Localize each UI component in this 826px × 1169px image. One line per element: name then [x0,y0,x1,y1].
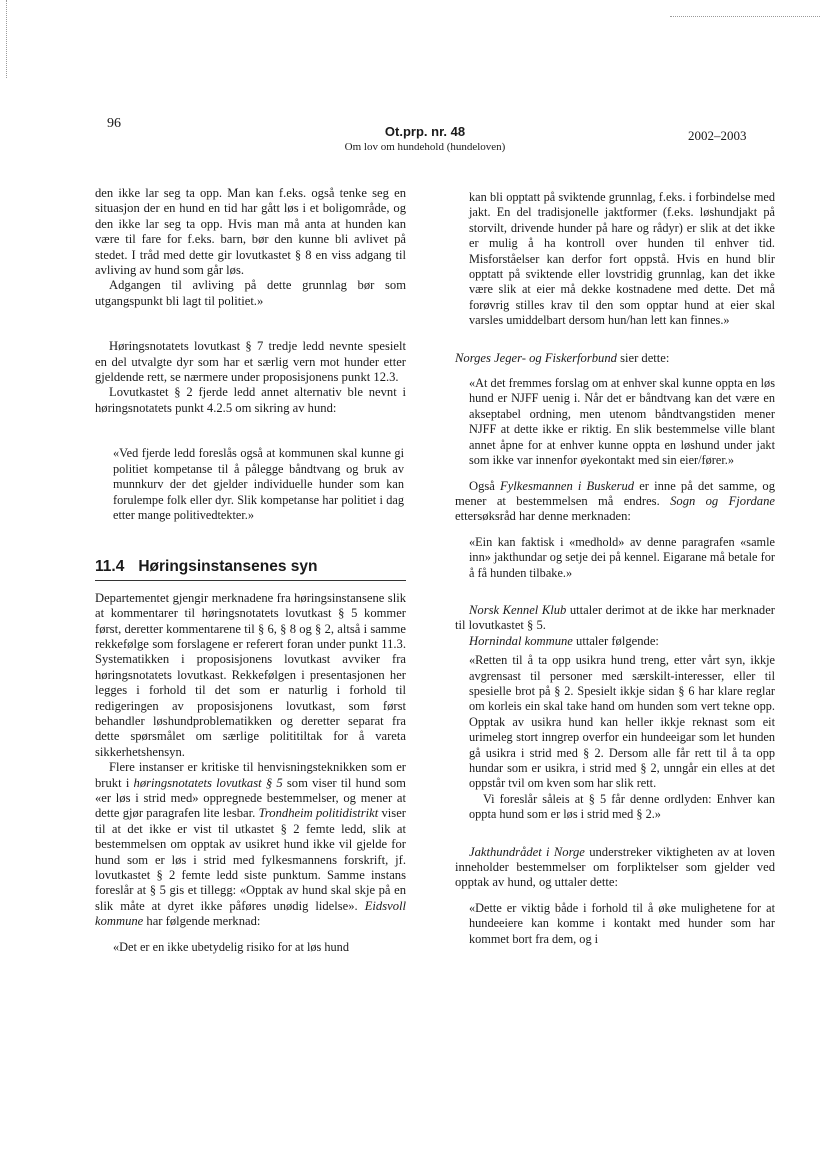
italic-org: Fylkesmannen i Buskerud [500,478,635,493]
section-heading [95,559,406,580]
right-column [455,190,775,947]
italic-org: Eidsvoll kommune [95,898,406,929]
text: viser til at det ikke er vist til utkastet § 2 femte ledd, slik at bestemmelsen om opptak av usikret hund ikke vil gjelde for hund som er løs i strid med fylkesmannens forskrift, jf. lovutkastet § 2 femte ledd siste punktum. Samme instans foreslår at § 5 gis et tillegg: «Opptak av hund skal skje på en slik måte at dyret ikke påføres unødig lidelse». [95,806,406,913]
text: ettersøksråd har denne merknaden: [455,509,631,524]
running-header [300,124,550,153]
block-quote: «Dette er viktig både i forhold til å øke mulighetene for at hundeeiere kan komme i kontakt med hunder som har kommet bort fra dem, og i [469,900,775,946]
doc-subtitle: Om lov om hundehold (hundeloven) [344,141,506,153]
paragraph [95,760,406,929]
text: har følgende merknad: [143,914,261,929]
block-quote: «At det fremmes forslag om at enhver skal kunne oppta en løs hund er NJFF uenig i. Når det er båndtvang kan det være en akseptabel ordning, men utenom båndtvangstiden mener NJFF at dette ikke er riktig. En slik bestemmelse ville blant annet åpne for at enhver kunne oppta en løshund under jakt som ikke var innenfor øyekontakt med sin eier/fører.» [469,376,775,468]
scan-edge-mark [6,0,7,78]
paragraph [455,603,775,634]
text: er inne på det samme, og mener at bestemmelsen må endres. [455,478,775,508]
block-quote: kan bli opptatt på sviktende grunnlag, f.eks. i forbindelse med jakt. En del tradisjonelle jaktformer (f.eks. løshundjakt på storvilt, drivende hunder på hare og rådyr) er slik at det ikke er mulig å ha kontroll over hunden til enhver tid. Misforståelser kan derfor fort oppstå. Hvis en hund blir opptatt på sviktende eller lovstridig grunnlag, kan det ikke være slik at eier må dekke kostnadene med dette. Det må forøvrig stilles krav til den som opptar hund at eier skal varsles umiddelbart dersom hun/han lett kan finnes.» [469,190,775,328]
text: uttaler derimot at de ikke har merknader til lovutkastet § 5. [455,602,775,633]
text: Flere instanser er kritiske til henvisningsteknikken som er brukt i [95,760,406,790]
italic-org: Jakthundrådet i Norge [469,844,585,859]
section-number: 11.4 [95,558,125,576]
italic-org: Norsk Kennel Klub [469,602,567,617]
paragraph [455,845,775,891]
doc-title: Ot.prp. nr. 48 [384,124,466,139]
text: sier dette: [616,350,670,365]
text: Også [469,478,501,493]
block-quote: Vi foreslår såleis at § 5 får denne ordlyden: Enhver kan oppta hund som er løs i strid med § 2.» [469,791,775,822]
italic-org: Trondheim politidistrikt [258,806,379,821]
section-title: Høringsinstansenes syn [138,558,318,576]
italic-org: Hornindal kommune [469,633,573,648]
block-quote: «Retten til å ta opp usikra hund treng, etter vårt syn, ikkje avgrensast til personer med særskilt-interesser, eller til spesielle brot på § 2. Spesielt ikkje sidan § 6 har klare reglar om korleis ein skal take hand om hunden som vert tekne opp. Opptak av usikra hund kan heller ikkje reknast som eit urimeleg stort inngrep overfor ein hundeeigar som let hunden gå usikra i strid med § 2. Dersom alle får rett til å ta opp hundar som er usikra, i strid med § 2, unngår ein elles at det oppstår tvil om kven som har slik rett. [469,653,775,791]
year: 2002–2003 [688,128,747,143]
paragraph: den ikke lar seg ta opp. Man kan f.eks. også tenke seg en situasjon der en hund en tid har gått løs i et boligområde, og den ikke lar seg ta opp. Hvis man må anta at hunden kan være til fare for f.eks. barn, bør den kunne bli avlivet på stedet. I tråd med dette gir lovutkastet § 8 en viss adgang til avliving av hund som går løs. [95,186,406,278]
block-quote: «Ved fjerde ledd foreslås også at kommunen skal kunne gi politiet kompetanse til å pålegge båndtvang og bruk av munnkurv der det gjelder individuelle hunder som kan forulempe folk eller dyr. Slik kompetanse har politiet i dag etter mange politivedtekter.» [113,446,404,522]
paragraph: Lovutkastet § 2 fjerde ledd annet alternativ ble nevnt i høringsnotatets punkt 4.2.5 om sikring av hund: [95,385,406,415]
paragraph [455,634,775,649]
paragraph [455,479,775,525]
italic-org: Norges Jeger- og Fiskerforbund [455,350,617,365]
block-quote: «Ein kan faktisk i «medhold» av denne paragrafen «samle inn» jakthundar og setje dei på kennel. Eigarane må betale for å få hunden tilbake.» [469,534,775,580]
paragraph: Departementet gjengir merknadene fra høringsinstansene slik at kommentarer til høringsnotatets lovutkast § 5 kommer først, deretter kommentarene til § 6, § 8 og § 2, altså i samme rekkefølge som forslagene er referert foran under punkt 11.3. Systematikken i proposisjonens lovutkast avviker fra høringsnotatets lovutkast. Rekkefølgen i presentasjonen her legges i forhold til det som er naturlig i forhold til redigeringen av proposisjonens lovutkast, som først behandler løshundproblematikken og deretter separat fra dette spørsmålet om særlige polititiltak for å vareta sikkerhetshensyn. [95,590,406,759]
left-column [95,186,406,955]
italic-ref: høringsnotatets lovutkast § 5 [133,775,283,790]
text: uttaler følgende: [572,633,659,648]
italic-org: Sogn og Fjordane [670,493,775,508]
paragraph: Adgangen til avliving på dette grunnlag bør som utgangspunkt bli lagt til politiet.» [95,278,406,308]
block-quote: «Det er en ikke ubetydelig risiko for at løs hund [113,939,349,954]
paragraph: Høringsnotatets lovutkast § 7 tredje ledd nevnte spesielt en del utvalgte dyr som har et særlig vern mot hunder etter gjeldende rett, se nærmere under proposisjonens punkt 12.3. [95,339,406,385]
page-number: 96 [107,116,121,131]
paragraph [455,351,775,366]
scan-edge-mark [670,16,820,17]
text: understreker viktigheten av at loven inneholder bestemmelser om forpliktelser som gjelder ved opptak av hund, og uttaler dette: [455,844,775,890]
text: som viser til hund som «er løs i strid med» oppregnede bestemmelser, og mener at dette gjør paragrafen lite lesbar. [95,775,406,821]
